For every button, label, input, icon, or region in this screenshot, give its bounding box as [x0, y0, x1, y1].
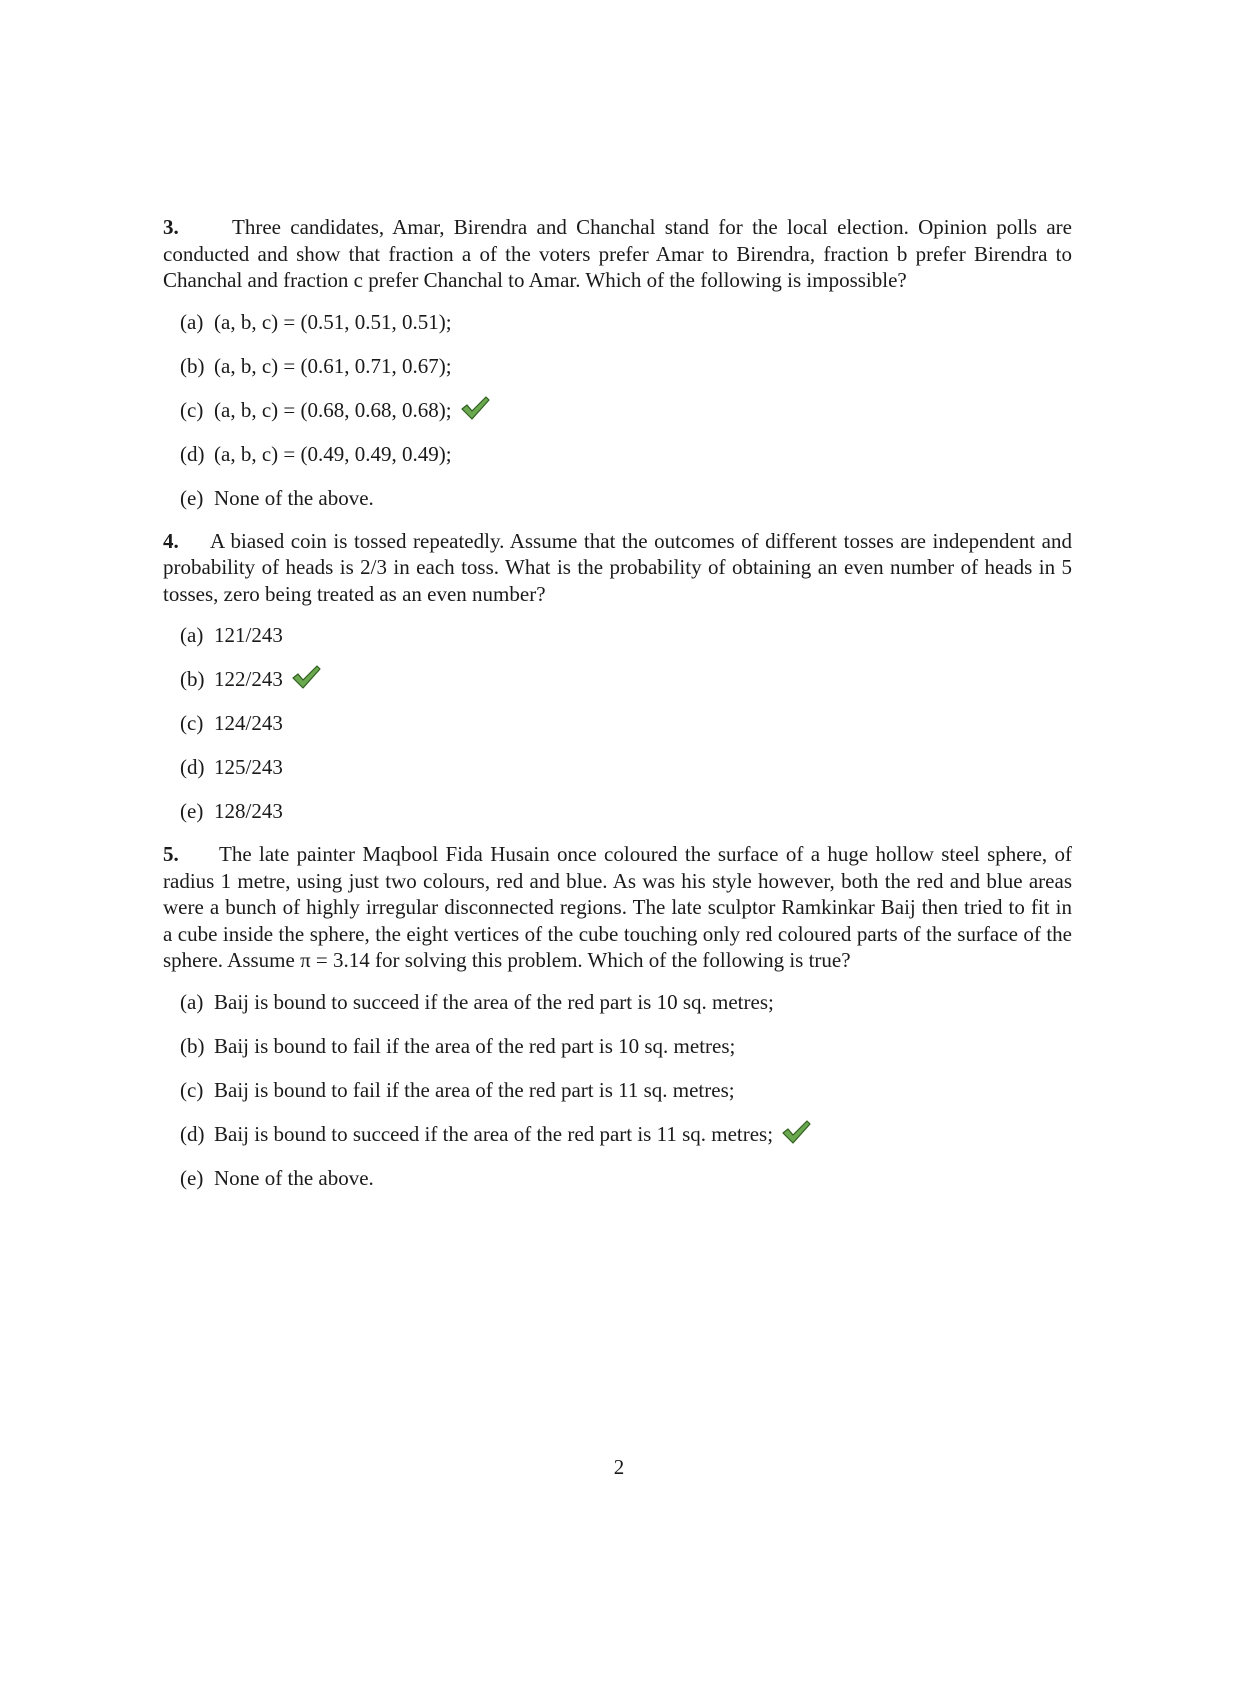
option-letter: (c) [180, 711, 204, 735]
option-letter: (a) [180, 623, 204, 647]
option-text: 124/243 [214, 711, 283, 735]
option-text: 121/243 [214, 623, 283, 647]
question-4 [163, 528, 1072, 840]
option-text: (a, b, c) = (0.49, 0.49, 0.49); [214, 441, 452, 466]
option-letter: (b) [180, 1033, 205, 1058]
option-letter: (d) [180, 1121, 205, 1146]
checkmark-icon [460, 395, 490, 421]
option-text: 128/243 [214, 799, 283, 823]
option-letter: (e) [180, 1165, 204, 1190]
option-letter: (e) [180, 799, 204, 823]
exam-page [163, 214, 1072, 1206]
question-text [163, 841, 1072, 974]
option-b [163, 350, 1072, 394]
option-e [163, 482, 1072, 526]
option-letter: (b) [180, 353, 205, 378]
checkmark-icon [781, 1119, 811, 1145]
answer-options [163, 986, 1072, 1206]
question-number: 3. [163, 215, 179, 239]
option-text: None of the above. [214, 485, 374, 510]
option-text: 125/243 [214, 755, 283, 779]
option-letter: (d) [180, 755, 205, 779]
option-letter: (a) [180, 989, 204, 1014]
option-text: 122/243 [214, 667, 283, 691]
option-text: (a, b, c) = (0.61, 0.71, 0.67); [214, 353, 452, 378]
question-body: A biased coin is tossed repeatedly. Assume that the outcomes of different tosses are independent and probability of heads is 2/3 in each toss. What is the probability of obtaining an even number of heads in 5 tosses, zero being treated as an even number? [163, 528, 1072, 606]
option-text: Baij is bound to fail if the area of the red part is 11 sq. metres; [214, 1077, 735, 1102]
option-a [163, 306, 1072, 350]
option-b [163, 1030, 1072, 1074]
question-body: The late painter Maqbool Fida Husain once coloured the surface of a huge hollow steel sphere, of radius 1 metre, using just two colours, red and blue. As was his style however, both the red and blue areas were a bunch of highly irregular disconnected regions. The late sculptor Ramkinkar Baij then tried to fit in a cube inside the sphere, the eight vertices of the cube touching only red coloured parts of the surface of the sphere. Assume π = 3.14 for solving this problem. Which of the following is true? [163, 842, 1072, 972]
option-text: Baij is bound to succeed if the area of the red part is 10 sq. metres; [214, 989, 774, 1014]
question-number: 5. [163, 842, 179, 866]
option-d [163, 438, 1072, 482]
option-e [163, 1162, 1072, 1206]
option-a [163, 986, 1072, 1030]
question-5 [163, 841, 1072, 1206]
option-b [163, 663, 1072, 707]
question-number: 4. [163, 528, 179, 553]
page-number: 2 [613, 1455, 625, 1479]
option-letter: (b) [180, 667, 205, 691]
option-c [163, 1074, 1072, 1118]
checkmark-icon [291, 664, 321, 690]
option-letter: (e) [180, 485, 204, 510]
question-text [163, 528, 1072, 608]
option-text: None of the above. [214, 1165, 374, 1190]
option-text: Baij is bound to fail if the area of the red part is 10 sq. metres; [214, 1033, 736, 1058]
option-text: Baij is bound to succeed if the area of the red part is 11 sq. metres; [214, 1121, 774, 1146]
option-letter: (a) [180, 309, 204, 334]
question-text [163, 214, 1072, 294]
option-d [163, 751, 1072, 795]
option-letter: (d) [180, 441, 205, 466]
option-text: (a, b, c) = (0.68, 0.68, 0.68); [214, 397, 452, 422]
option-a [163, 619, 1072, 663]
option-letter: (c) [180, 1077, 204, 1102]
answer-options [163, 619, 1072, 839]
option-e [163, 795, 1072, 839]
option-letter: (c) [180, 397, 204, 422]
option-d [163, 1118, 1072, 1162]
option-c [163, 707, 1072, 751]
question-body: Three candidates, Amar, Birendra and Chanchal stand for the local election. Opinion polls are conducted and show that fraction a of the voters prefer Amar to Birendra, fraction b prefer Birendra to Chanchal and fraction c prefer Chanchal to Amar. Which of the following is impossible? [163, 215, 1072, 292]
option-c [163, 394, 1072, 438]
question-3 [163, 214, 1072, 526]
answer-options [163, 306, 1072, 526]
option-text: (a, b, c) = (0.51, 0.51, 0.51); [214, 309, 452, 334]
